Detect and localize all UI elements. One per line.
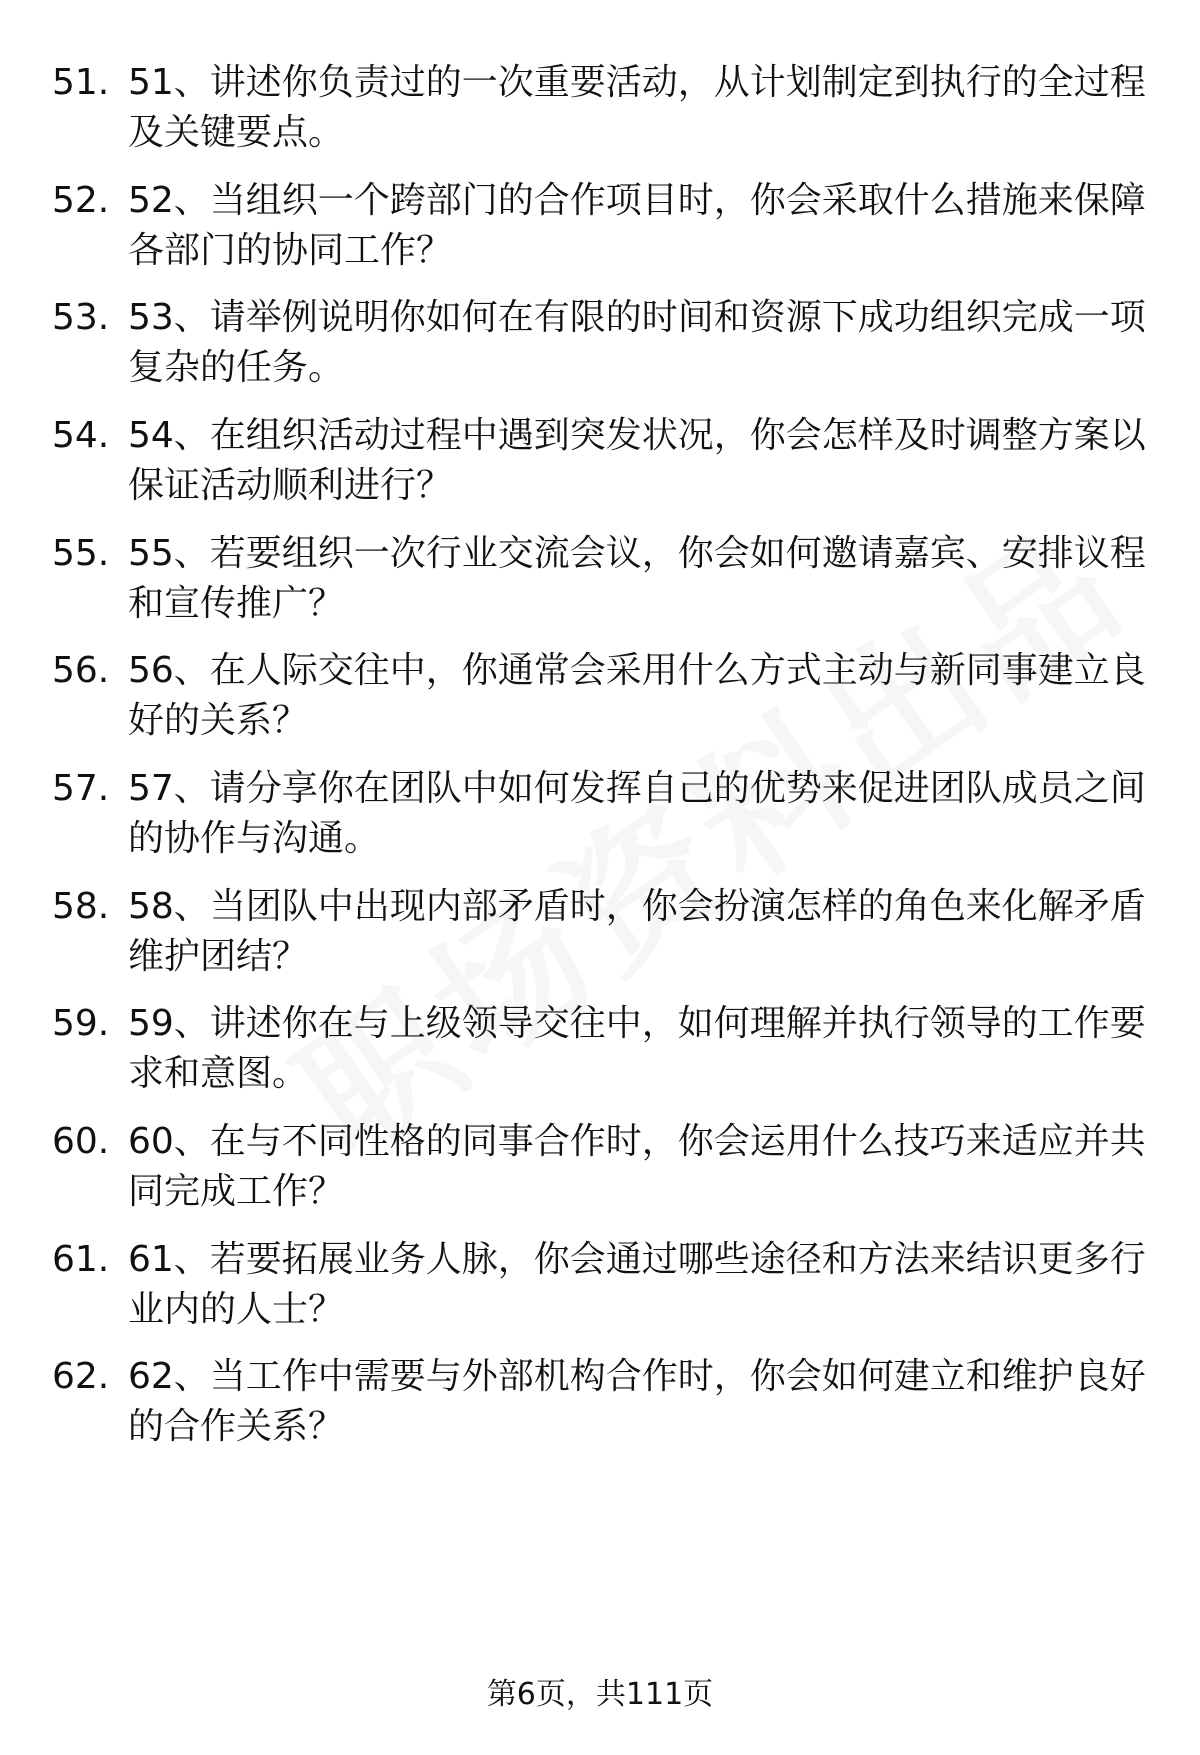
question-item-60 — [0, 1117, 1200, 1227]
question-item-52 — [0, 176, 1200, 286]
question-text: 55、若要组织一次行业交流会议，你会如何邀请嘉宾、安排议程和宣传推广？ — [128, 533, 1146, 624]
question-number: 59. — [52, 1003, 110, 1044]
question-item-58 — [0, 882, 1200, 992]
question-item-55 — [0, 529, 1200, 639]
question-number: 62. — [52, 1356, 110, 1397]
question-number: 54. — [52, 415, 110, 456]
question-item-61 — [0, 1235, 1200, 1345]
question-number: 58. — [52, 886, 110, 927]
question-text: 54、在组织活动过程中遇到突发状况，你会怎样及时调整方案以保证活动顺利进行？ — [128, 415, 1146, 506]
question-text: 51、讲述你负责过的一次重要活动，从计划制定到执行的全过程及关键要点。 — [128, 62, 1146, 153]
question-text: 61、若要拓展业务人脉，你会通过哪些途径和方法来结识更多行业内的人士？ — [128, 1239, 1146, 1330]
question-text: 60、在与不同性格的同事合作时，你会运用什么技巧来适应并共同完成工作？ — [128, 1121, 1146, 1212]
question-text: 57、请分享你在团队中如何发挥自己的优势来促进团队成员之间的协作与沟通。 — [128, 768, 1146, 859]
question-text: 56、在人际交往中，你通常会采用什么方式主动与新同事建立良好的关系？ — [128, 650, 1146, 741]
question-number: 53. — [52, 297, 110, 338]
question-item-59 — [0, 999, 1200, 1109]
question-text: 52、当组织一个跨部门的合作项目时，你会采取什么措施来保障各部门的协同工作？ — [128, 180, 1146, 271]
question-item-53 — [0, 293, 1200, 403]
question-text: 53、请举例说明你如何在有限的时间和资源下成功组织完成一项复杂的任务。 — [128, 297, 1146, 388]
question-number: 51. — [52, 62, 110, 103]
question-item-57 — [0, 764, 1200, 874]
question-item-54 — [0, 411, 1200, 521]
question-number: 60. — [52, 1121, 110, 1162]
question-text: 58、当团队中出现内部矛盾时，你会扮演怎样的角色来化解矛盾维护团结？ — [128, 886, 1146, 977]
page-number-footer: 第6页，共111页 — [486, 1677, 714, 1712]
question-number: 61. — [52, 1239, 110, 1280]
question-item-62 — [0, 1352, 1200, 1462]
question-number: 57. — [52, 768, 110, 809]
question-number: 56. — [52, 650, 110, 691]
question-number: 52. — [52, 180, 110, 221]
question-text: 59、讲述你在与上级领导交往中，如何理解并执行领导的工作要求和意图。 — [128, 1003, 1146, 1094]
question-item-51 — [0, 58, 1200, 168]
question-text: 62、当工作中需要与外部机构合作时，你会如何建立和维护良好的合作关系？ — [128, 1356, 1146, 1447]
question-item-56 — [0, 646, 1200, 756]
question-number: 55. — [52, 533, 110, 574]
